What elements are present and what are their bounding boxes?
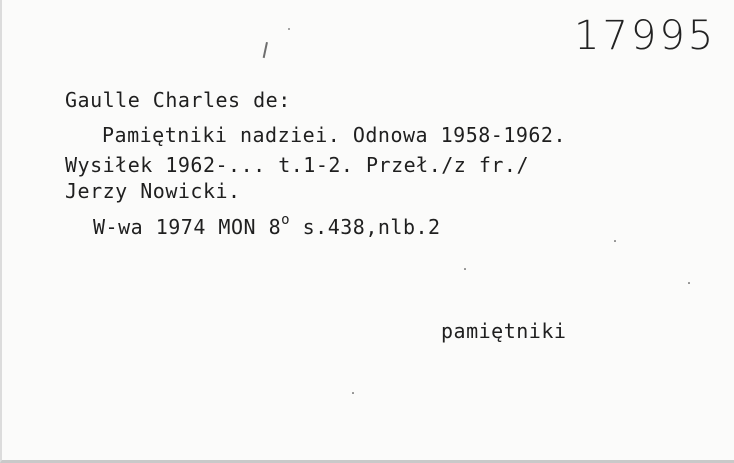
card-number: 17995 xyxy=(574,13,717,59)
title-line-3: Jerzy Nowicki. xyxy=(65,179,241,203)
paper-speck xyxy=(464,268,466,270)
imprint-main: W-wa 1974 MON 8 xyxy=(93,215,282,239)
paper-speck xyxy=(288,28,290,30)
paper-speck xyxy=(352,392,354,394)
imprint-pages: s.438,nlb.2 xyxy=(302,215,441,239)
title-line-2: Wysiłek 1962-... t.1-2. Przeł./z fr./ xyxy=(65,153,530,177)
subject-heading: pamiętniki xyxy=(441,319,567,343)
imprint-line xyxy=(93,212,441,239)
title-line-1: Pamiętniki nadziei. Odnowa 1958-1962. xyxy=(102,123,567,147)
paper-speck xyxy=(614,240,616,242)
author-heading: Gaulle Charles de: xyxy=(65,88,291,112)
pencil-mark xyxy=(263,42,268,58)
paper-speck xyxy=(688,282,690,284)
format-degree: o xyxy=(281,212,291,228)
